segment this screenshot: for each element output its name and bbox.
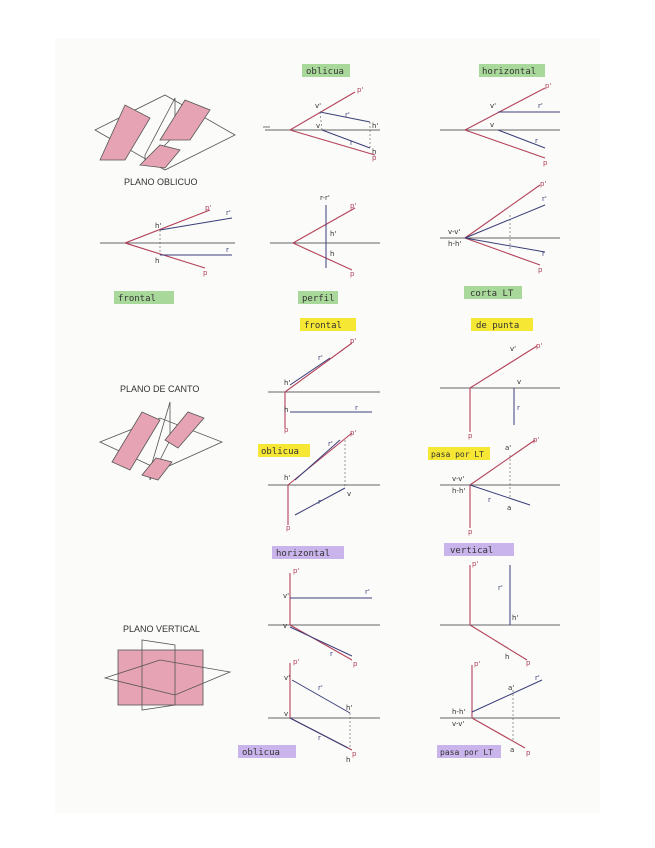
pt-p: p <box>526 749 531 757</box>
pt-p-prime: p' <box>357 86 364 94</box>
pt-p-prime: p' <box>536 342 543 350</box>
pt-h: h <box>330 250 335 258</box>
label-oblicua-3: oblicua <box>242 748 280 758</box>
pt-h: h <box>155 257 160 265</box>
pt-r-prime: r' <box>345 111 350 119</box>
pt-h-hprime: h-h' <box>448 240 462 248</box>
pt-p-prime: p' <box>293 567 300 575</box>
pt-r-prime: r' <box>535 674 540 682</box>
pt-v: v <box>347 490 352 498</box>
pt-h: h <box>284 406 289 414</box>
label-frontal: frontal <box>118 294 156 304</box>
pt-r: r <box>350 139 353 147</box>
pt-v: v <box>490 121 495 129</box>
section-title-canto: PLANO DE CANTO <box>120 384 200 394</box>
pt-h: h <box>505 653 510 661</box>
pt-r: r <box>542 250 545 258</box>
pt-r-rprime: r-r' <box>320 194 330 202</box>
label-perfil: perfil <box>302 294 335 304</box>
pt-v-prime: v' <box>510 345 517 353</box>
pt-h-prime: h' <box>372 122 379 130</box>
pt-v: v <box>316 122 321 130</box>
pt-p-prime: p' <box>545 82 552 90</box>
pt-a-prime: a' <box>505 444 512 452</box>
label-oblicua-2: oblicua <box>261 447 299 457</box>
pt-p: p <box>286 524 291 532</box>
label-vertical: vertical <box>450 546 494 556</box>
label-pasa-por-lt: pasa por LT <box>431 450 484 459</box>
pt-h-prime: h' <box>155 222 162 230</box>
pt-p-prime: p' <box>350 429 357 437</box>
pt-r: r <box>517 404 520 412</box>
pt-p: p <box>353 660 358 668</box>
pt-p: p <box>538 266 543 274</box>
label-corta-lt: corta LT <box>470 289 514 299</box>
pt-h: h <box>346 756 351 764</box>
pt-r: r <box>488 496 491 504</box>
vertical-plane-face <box>118 650 203 705</box>
pt-v-vprime: v-v' <box>452 720 465 728</box>
pt-h-hprime: h-h' <box>452 487 466 495</box>
label-horizontal-2: horizontal <box>276 549 331 559</box>
pt-r-prime: r' <box>498 584 503 592</box>
pt-p-prime: p' <box>350 337 357 345</box>
pt-h-prime: h' <box>284 379 291 387</box>
pt-p: p <box>526 659 531 667</box>
pt-p-prime: p' <box>293 658 300 666</box>
pt-h-prime: h' <box>284 474 291 482</box>
pt-v-vprime: v-v' <box>448 228 461 236</box>
pt-r: r <box>355 404 358 412</box>
pt-a-prime: a' <box>508 684 515 692</box>
pt-r-prime: r' <box>318 354 323 362</box>
pt-p-prime: p' <box>533 436 540 444</box>
pt-v-vprime: v-v' <box>452 475 465 483</box>
pt-r: r <box>318 498 321 506</box>
pt-p: p <box>284 426 289 434</box>
pt-v: v <box>284 710 289 718</box>
pt-p-prime: p' <box>350 202 357 210</box>
pt-h-hprime: h-h' <box>452 708 466 716</box>
section-title-vertical: PLANO VERTICAL <box>123 624 200 634</box>
pt-p: p <box>350 270 355 278</box>
pt-r-prime: r' <box>542 195 547 203</box>
label-frontal-2: frontal <box>304 321 342 331</box>
pt-r: r <box>330 650 333 658</box>
pt-p: p <box>203 269 208 277</box>
pt-p: p <box>352 750 357 758</box>
pt-p: p <box>468 432 473 440</box>
pt-h-prime: h' <box>512 614 519 622</box>
label-horizontal: horizontal <box>482 67 537 77</box>
pt-v-prime: v' <box>283 592 290 600</box>
pt-r-prime: r' <box>365 588 370 596</box>
pt-p-prime: p' <box>474 660 481 668</box>
pt-v-prime: v' <box>490 102 497 110</box>
label-pasa-por-lt-2: pasa por LT <box>440 748 493 757</box>
pt-v-prime: v' <box>284 674 291 682</box>
pt-p-prime: p' <box>205 204 212 212</box>
pt-v: v <box>283 622 288 630</box>
pt-r: r <box>535 137 538 145</box>
pt-v-prime: v' <box>315 102 322 110</box>
pt-h: h <box>372 148 377 156</box>
pt-h-prime: h' <box>346 704 353 712</box>
pt-r-prime: r' <box>328 440 333 448</box>
pt-a: a <box>510 746 515 754</box>
pt-r-prime: r' <box>318 684 323 692</box>
pt-p: p <box>468 528 473 536</box>
pt-p-prime: p' <box>472 560 479 568</box>
pt-p: p <box>543 159 548 167</box>
pt-r-prime: r' <box>538 102 543 110</box>
section-title-oblicuo: PLANO OBLICUO <box>124 177 198 187</box>
pt-p-prime: p' <box>540 180 547 188</box>
pt-r-prime: r' <box>226 209 231 217</box>
pt-r: r <box>318 734 321 742</box>
label-oblicua: oblicua <box>306 67 344 77</box>
pt-r: r <box>226 246 229 254</box>
pt-a: a <box>507 504 512 512</box>
pt-p: p <box>372 154 377 162</box>
pt-h-prime: h' <box>330 230 337 238</box>
pt-v: v <box>517 378 522 386</box>
label-de-punta: de punta <box>476 321 520 331</box>
